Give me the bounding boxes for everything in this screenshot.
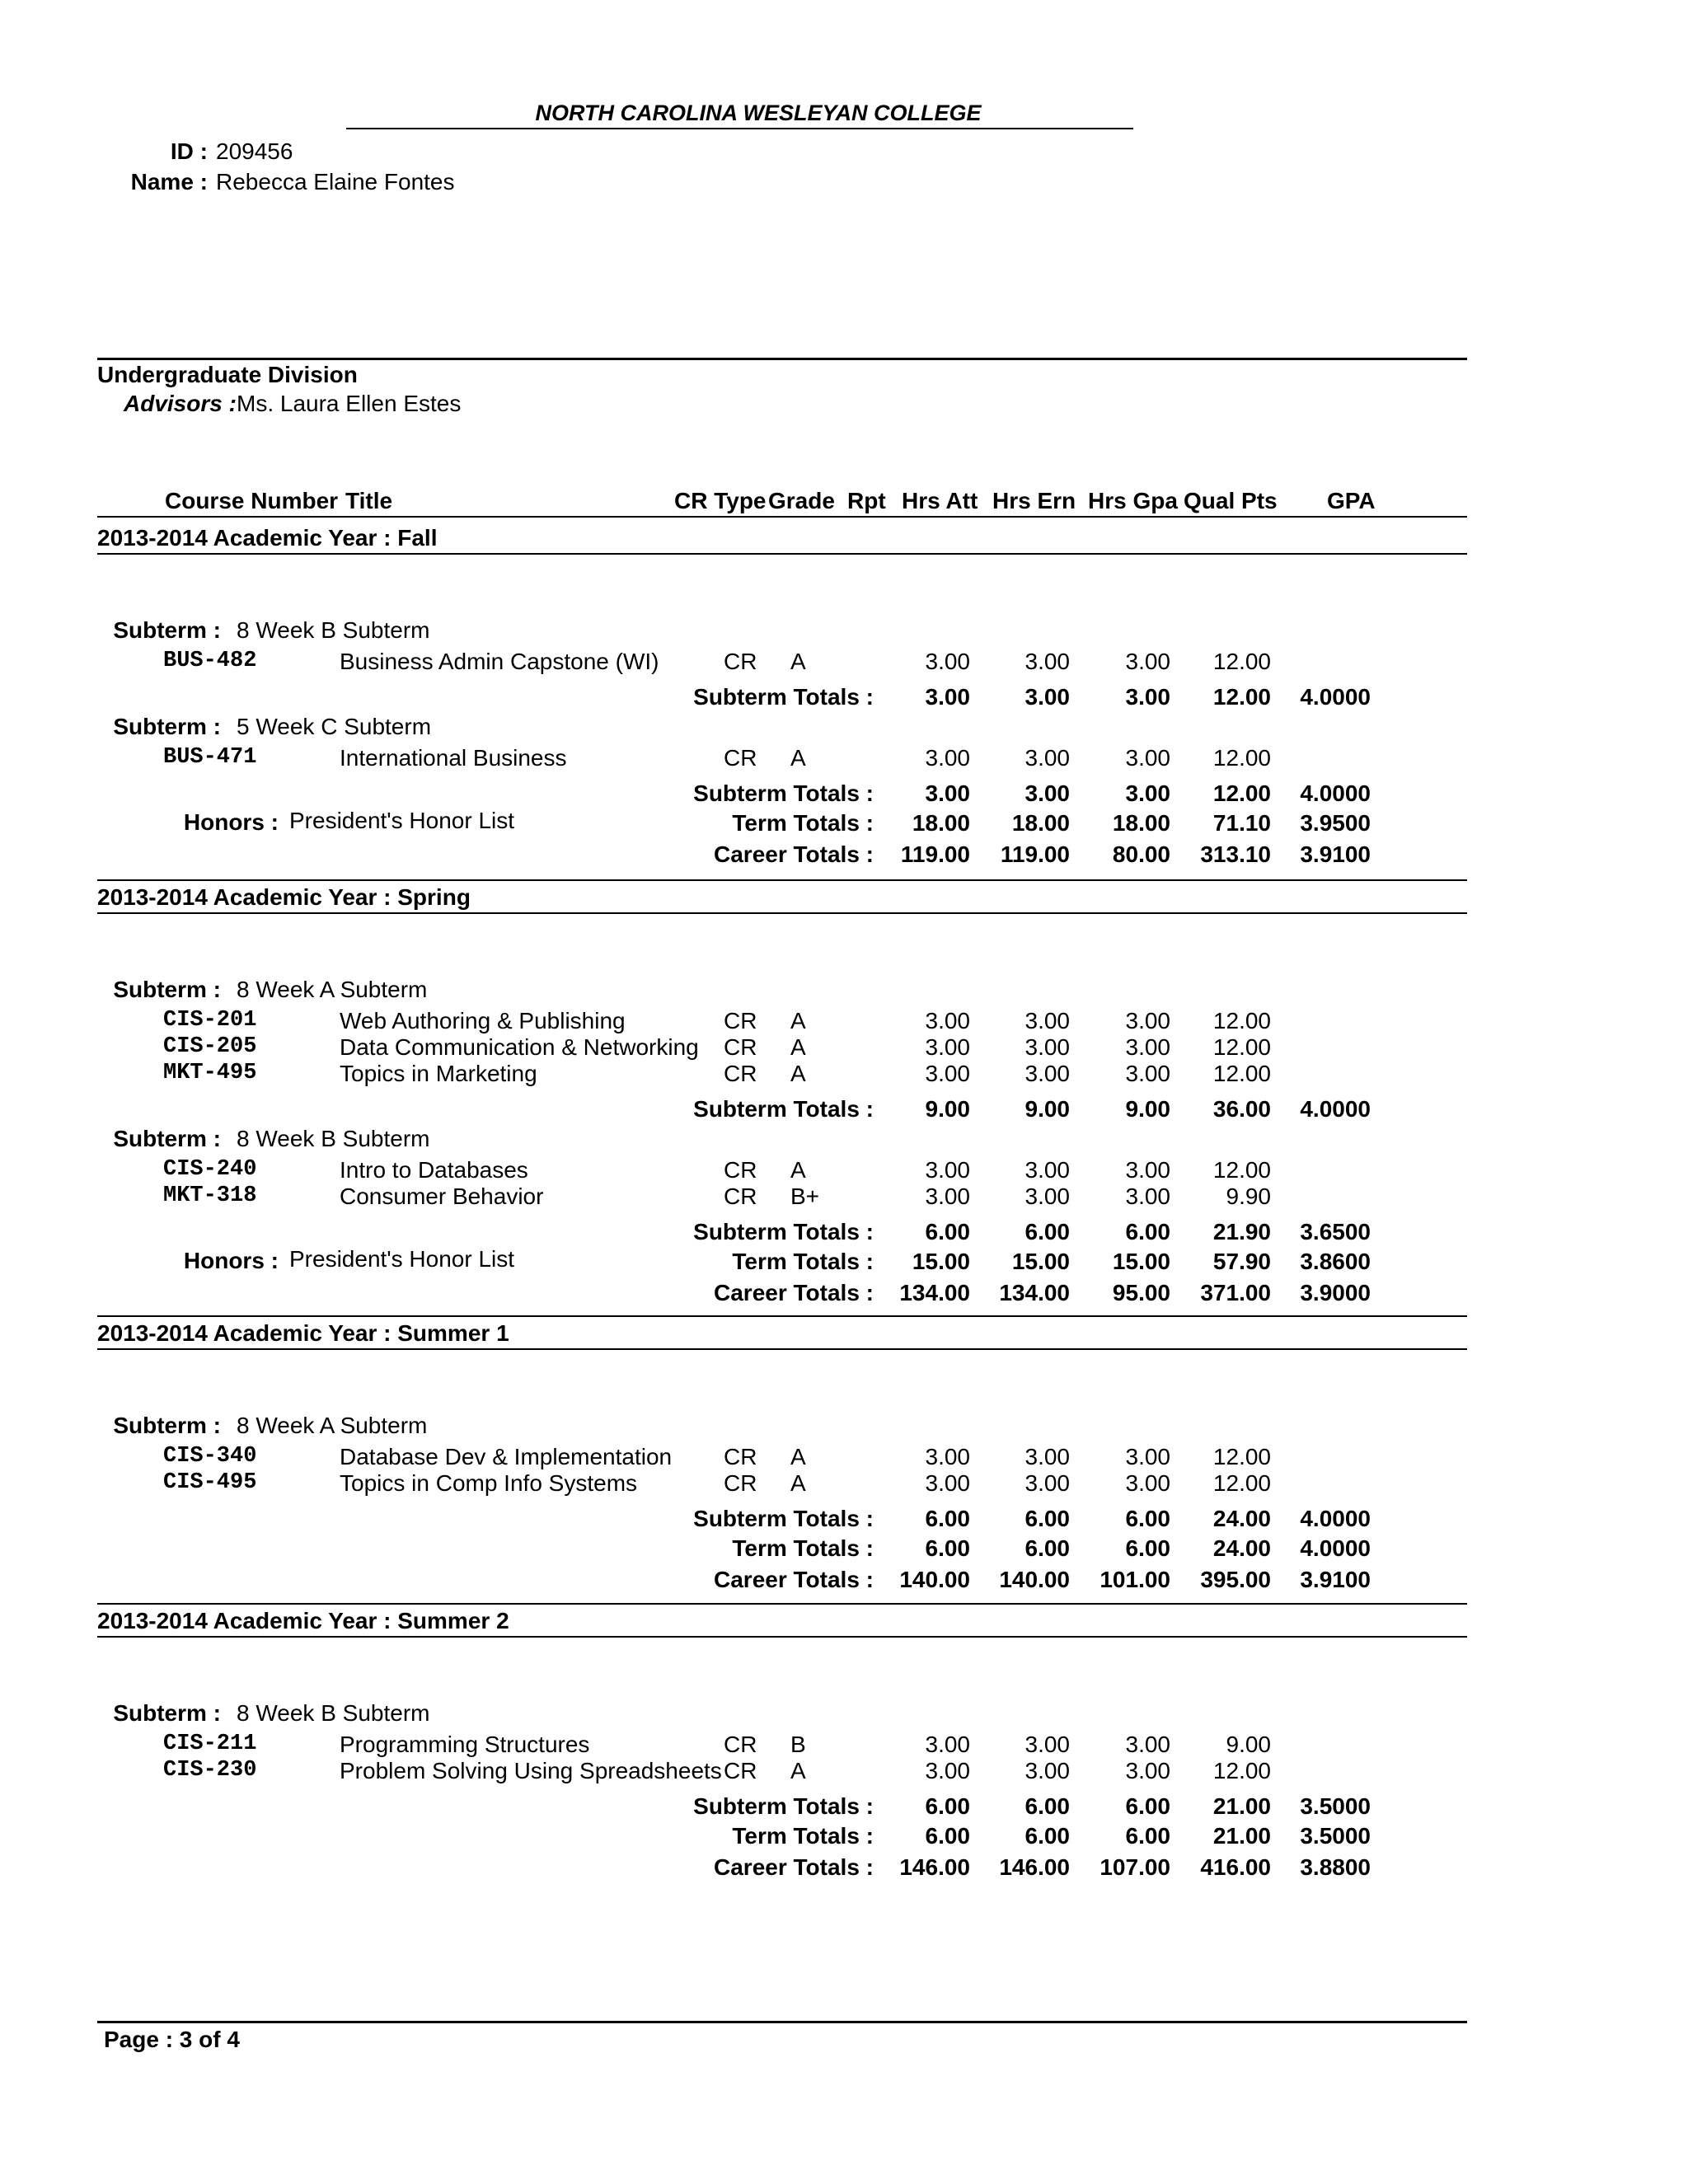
- course-hrs-ern: 3.00: [1025, 1008, 1070, 1033]
- term-totals-hrs-ern: 6.00: [1025, 1823, 1070, 1849]
- course-qual-pts: 9.00: [1226, 1732, 1271, 1757]
- career-totals-hrs-gpa: 95.00: [1112, 1280, 1170, 1305]
- name-value: Rebecca Elaine Fontes: [216, 169, 455, 194]
- course-hrs-gpa: 3.00: [1125, 1444, 1170, 1469]
- id-label: ID :: [170, 138, 208, 164]
- honors-label: Honors :: [183, 809, 279, 835]
- course-number: CIS-230: [163, 1758, 257, 1783]
- subterm-name: 8 Week A Subterm: [237, 977, 428, 1002]
- course-hrs-att: 3.00: [925, 1157, 970, 1183]
- career-totals-qual-pts: 313.10: [1200, 841, 1271, 867]
- course-hrs-ern: 3.00: [1025, 1444, 1070, 1469]
- advisors-label: Advisors :: [124, 391, 237, 416]
- term-totals-gpa: 3.8600: [1300, 1249, 1371, 1274]
- term-title-rule: [97, 553, 1467, 555]
- term-totals-hrs-ern: 18.00: [1011, 810, 1070, 836]
- subterm-totals-label: Subterm Totals :: [693, 780, 874, 806]
- course-cr-type: CR: [724, 1444, 757, 1469]
- term-totals-qual-pts: 71.10: [1212, 810, 1271, 836]
- subterm-totals-label: Subterm Totals :: [693, 1793, 874, 1819]
- subterm-totals-label: Subterm Totals :: [693, 1506, 874, 1531]
- course-qual-pts: 12.00: [1212, 1061, 1271, 1086]
- career-totals-label: Career Totals :: [714, 841, 874, 867]
- course-number: CIS-340: [163, 1444, 257, 1469]
- course-grade: A: [790, 1444, 806, 1469]
- course-qual-pts: 12.00: [1212, 1157, 1271, 1183]
- subterm-totals-hrs-att: 3.00: [925, 684, 970, 710]
- subterm-totals-gpa: 3.6500: [1300, 1219, 1371, 1244]
- subterm-totals-hrs-att: 6.00: [925, 1506, 970, 1531]
- course-qual-pts: 12.00: [1212, 1008, 1271, 1033]
- term-totals-hrs-att: 6.00: [925, 1823, 970, 1849]
- subterm-totals-qual-pts: 21.00: [1212, 1793, 1271, 1819]
- subterm-totals-hrs-att: 6.00: [925, 1793, 970, 1819]
- course-hrs-gpa: 3.00: [1125, 1008, 1170, 1033]
- course-cr-type: CR: [724, 745, 757, 771]
- course-hrs-att: 3.00: [925, 1444, 970, 1469]
- term-totals-qual-pts: 57.90: [1212, 1249, 1271, 1274]
- col-course-number: Course Number: [165, 488, 339, 513]
- subterm-totals-qual-pts: 36.00: [1212, 1096, 1271, 1122]
- term-totals-hrs-gpa: 6.00: [1125, 1823, 1170, 1849]
- career-totals-qual-pts: 395.00: [1200, 1567, 1271, 1592]
- col-hrs-ern: Hrs Ern: [992, 488, 1076, 513]
- career-totals-hrs-gpa: 107.00: [1100, 1854, 1170, 1880]
- course-hrs-att: 3.00: [925, 1034, 970, 1060]
- subterm-totals-hrs-gpa: 3.00: [1125, 780, 1170, 806]
- course-hrs-gpa: 3.00: [1125, 1183, 1170, 1209]
- term-totals-gpa: 3.9500: [1300, 810, 1371, 836]
- career-totals-hrs-att: 119.00: [900, 841, 970, 867]
- subterm-totals-gpa: 4.0000: [1300, 1096, 1371, 1122]
- subterm-label: Subterm :: [113, 1700, 221, 1726]
- subterm-name: 5 Week C Subterm: [237, 714, 432, 739]
- college-name: NORTH CAROLINA WESLEYAN COLLEGE: [535, 101, 982, 125]
- course-hrs-att: 3.00: [925, 1061, 970, 1086]
- course-qual-pts: 12.00: [1212, 1034, 1271, 1060]
- term-totals-label: Term Totals :: [732, 1535, 874, 1561]
- subterm-label: Subterm :: [113, 1126, 221, 1151]
- term-totals-label: Term Totals :: [732, 1823, 874, 1849]
- term-top-rule: [97, 1603, 1467, 1605]
- subterm-totals-gpa: 3.5000: [1300, 1793, 1371, 1819]
- col-grade: Grade: [768, 488, 835, 513]
- course-hrs-ern: 3.00: [1025, 1183, 1070, 1209]
- subterm-totals-label: Subterm Totals :: [693, 684, 874, 710]
- course-hrs-att: 3.00: [925, 1758, 970, 1783]
- division-rule: [97, 358, 1467, 360]
- course-title: Consumer Behavior: [340, 1183, 544, 1209]
- course-hrs-att: 3.00: [925, 1470, 970, 1496]
- subterm-name: 8 Week B Subterm: [237, 1700, 430, 1726]
- course-grade: A: [790, 1008, 806, 1033]
- course-title: Web Authoring & Publishing: [340, 1008, 626, 1033]
- course-title: Data Communication & Networking: [340, 1034, 699, 1060]
- subterm-totals-hrs-att: 3.00: [925, 780, 970, 806]
- honors-label: Honors :: [183, 1248, 279, 1273]
- course-grade: B+: [790, 1183, 820, 1209]
- term-title-rule: [97, 912, 1467, 914]
- col-hrs-att: Hrs Att: [902, 488, 978, 513]
- course-cr-type: CR: [724, 1061, 757, 1086]
- career-totals-hrs-ern: 134.00: [999, 1280, 1070, 1305]
- course-title: International Business: [340, 745, 567, 771]
- course-qual-pts: 12.00: [1212, 745, 1271, 771]
- col-title: Title: [345, 488, 393, 513]
- career-totals-qual-pts: 371.00: [1200, 1280, 1271, 1305]
- course-hrs-ern: 3.00: [1025, 745, 1070, 771]
- course-qual-pts: 12.00: [1212, 649, 1271, 674]
- page-number: Page : 3 of 4: [104, 2027, 240, 2052]
- course-grade: A: [790, 1470, 806, 1496]
- course-cr-type: CR: [724, 1034, 757, 1060]
- career-totals-hrs-gpa: 101.00: [1100, 1567, 1170, 1592]
- subterm-totals-hrs-ern: 6.00: [1025, 1219, 1070, 1244]
- course-title: Problem Solving Using Spreadsheets: [340, 1758, 722, 1783]
- term-totals-hrs-gpa: 6.00: [1125, 1535, 1170, 1561]
- term-totals-hrs-ern: 6.00: [1025, 1535, 1070, 1561]
- course-hrs-ern: 3.00: [1025, 1470, 1070, 1496]
- subterm-name: 8 Week B Subterm: [237, 617, 430, 643]
- course-hrs-gpa: 3.00: [1125, 1470, 1170, 1496]
- course-number: BUS-471: [163, 745, 257, 770]
- course-grade: A: [790, 1034, 806, 1060]
- course-hrs-gpa: 3.00: [1125, 1157, 1170, 1183]
- career-totals-gpa: 3.8800: [1300, 1854, 1371, 1880]
- course-grade: B: [790, 1732, 806, 1757]
- career-totals-gpa: 3.9100: [1300, 841, 1371, 867]
- subterm-totals-qual-pts: 24.00: [1212, 1506, 1271, 1531]
- term-top-rule: [97, 1315, 1467, 1317]
- term-totals-label: Term Totals :: [732, 1249, 874, 1274]
- course-number: CIS-495: [163, 1470, 257, 1495]
- course-hrs-att: 3.00: [925, 1183, 970, 1209]
- term-totals-gpa: 4.0000: [1300, 1535, 1371, 1561]
- term-top-rule: [97, 879, 1467, 881]
- course-hrs-ern: 3.00: [1025, 649, 1070, 674]
- college-underline: [346, 128, 1133, 129]
- honors-value: President's Honor List: [289, 1246, 515, 1272]
- career-totals-gpa: 3.9100: [1300, 1567, 1371, 1592]
- course-title: Topics in Marketing: [340, 1061, 537, 1086]
- course-hrs-ern: 3.00: [1025, 1157, 1070, 1183]
- subterm-totals-hrs-att: 6.00: [925, 1219, 970, 1244]
- career-totals-hrs-att: 140.00: [899, 1567, 970, 1592]
- course-number: CIS-240: [163, 1157, 257, 1182]
- subterm-totals-gpa: 4.0000: [1300, 780, 1371, 806]
- course-hrs-gpa: 3.00: [1125, 1732, 1170, 1757]
- subterm-totals-hrs-gpa: 6.00: [1125, 1506, 1170, 1531]
- term-title: 2013-2014 Academic Year : Fall: [97, 525, 438, 551]
- subterm-totals-label: Subterm Totals :: [693, 1219, 874, 1244]
- subterm-totals-gpa: 4.0000: [1300, 684, 1371, 710]
- career-totals-hrs-ern: 140.00: [999, 1567, 1070, 1592]
- term-title: 2013-2014 Academic Year : Spring: [97, 884, 471, 910]
- course-title: Programming Structures: [340, 1732, 590, 1757]
- career-totals-hrs-gpa: 80.00: [1112, 841, 1170, 867]
- subterm-totals-hrs-gpa: 6.00: [1125, 1793, 1170, 1819]
- subterm-totals-qual-pts: 12.00: [1212, 684, 1271, 710]
- subterm-totals-hrs-ern: 6.00: [1025, 1793, 1070, 1819]
- career-totals-hrs-ern: 119.00: [1000, 841, 1070, 867]
- course-number: CIS-205: [163, 1034, 257, 1059]
- course-cr-type: CR: [724, 1732, 757, 1757]
- course-cr-type: CR: [724, 1758, 757, 1783]
- course-qual-pts: 12.00: [1212, 1758, 1271, 1783]
- career-totals-qual-pts: 416.00: [1200, 1854, 1271, 1880]
- subterm-totals-label: Subterm Totals :: [693, 1096, 874, 1122]
- course-number: CIS-201: [163, 1008, 257, 1033]
- subterm-name: 8 Week B Subterm: [237, 1126, 430, 1151]
- course-hrs-ern: 3.00: [1025, 1034, 1070, 1060]
- course-hrs-ern: 3.00: [1025, 1732, 1070, 1757]
- course-hrs-gpa: 3.00: [1125, 649, 1170, 674]
- col-gpa: GPA: [1327, 488, 1376, 513]
- name-label: Name :: [130, 169, 208, 194]
- course-grade: A: [790, 1061, 806, 1086]
- term-title-rule: [97, 1636, 1467, 1638]
- subterm-totals-gpa: 4.0000: [1300, 1506, 1371, 1531]
- course-hrs-att: 3.00: [925, 745, 970, 771]
- course-cr-type: CR: [724, 1470, 757, 1496]
- col-rpt: Rpt: [847, 488, 886, 513]
- course-qual-pts: 12.00: [1212, 1444, 1271, 1469]
- subterm-totals-hrs-ern: 3.00: [1025, 684, 1070, 710]
- course-cr-type: CR: [724, 649, 757, 674]
- career-totals-label: Career Totals :: [714, 1280, 874, 1305]
- subterm-totals-hrs-ern: 6.00: [1025, 1506, 1070, 1531]
- term-totals-hrs-att: 15.00: [912, 1249, 970, 1274]
- subterm-totals-hrs-gpa: 9.00: [1125, 1096, 1170, 1122]
- term-title-rule: [97, 1348, 1467, 1350]
- course-cr-type: CR: [724, 1183, 757, 1209]
- term-totals-gpa: 3.5000: [1300, 1823, 1371, 1849]
- term-totals-hrs-gpa: 18.00: [1112, 810, 1170, 836]
- career-totals-label: Career Totals :: [714, 1567, 874, 1592]
- col-qual-pts: Qual Pts: [1184, 488, 1278, 513]
- career-totals-hrs-att: 134.00: [899, 1280, 970, 1305]
- term-totals-qual-pts: 24.00: [1212, 1535, 1271, 1561]
- honors-value: President's Honor List: [289, 808, 515, 833]
- course-cr-type: CR: [724, 1157, 757, 1183]
- subterm-label: Subterm :: [113, 977, 221, 1002]
- course-title: Database Dev & Implementation: [340, 1444, 673, 1469]
- course-hrs-gpa: 3.00: [1125, 1034, 1170, 1060]
- term-title: 2013-2014 Academic Year : Summer 2: [97, 1608, 509, 1633]
- course-hrs-gpa: 3.00: [1125, 1758, 1170, 1783]
- course-number: MKT-318: [163, 1183, 257, 1208]
- footer-rule: [97, 2021, 1467, 2023]
- course-hrs-gpa: 3.00: [1125, 1061, 1170, 1086]
- course-title: Topics in Comp Info Systems: [340, 1470, 638, 1496]
- subterm-totals-hrs-att: 9.00: [925, 1096, 970, 1122]
- term-totals-hrs-att: 18.00: [912, 810, 970, 836]
- col-cr-type: CR Type: [674, 488, 767, 513]
- course-hrs-ern: 3.00: [1025, 1758, 1070, 1783]
- subterm-totals-hrs-ern: 9.00: [1025, 1096, 1070, 1122]
- advisors-value: Ms. Laura Ellen Estes: [237, 391, 462, 416]
- subterm-label: Subterm :: [113, 1413, 221, 1438]
- subterm-totals-hrs-gpa: 6.00: [1125, 1219, 1170, 1244]
- column-header-rule: [97, 516, 1467, 518]
- subterm-label: Subterm :: [113, 714, 221, 739]
- term-totals-hrs-gpa: 15.00: [1112, 1249, 1170, 1274]
- subterm-totals-hrs-gpa: 3.00: [1125, 684, 1170, 710]
- subterm-totals-qual-pts: 12.00: [1212, 780, 1271, 806]
- course-title: Business Admin Capstone (WI): [340, 649, 659, 674]
- subterm-totals-qual-pts: 21.90: [1212, 1219, 1271, 1244]
- career-totals-hrs-att: 146.00: [899, 1854, 970, 1880]
- course-grade: A: [790, 1157, 806, 1183]
- course-hrs-att: 3.00: [925, 1008, 970, 1033]
- course-grade: A: [790, 745, 806, 771]
- term-totals-qual-pts: 21.00: [1212, 1823, 1271, 1849]
- career-totals-gpa: 3.9000: [1300, 1280, 1371, 1305]
- course-number: MKT-495: [163, 1061, 257, 1085]
- career-totals-label: Career Totals :: [714, 1854, 874, 1880]
- course-qual-pts: 9.90: [1226, 1183, 1271, 1209]
- subterm-name: 8 Week A Subterm: [237, 1413, 428, 1438]
- course-grade: A: [790, 649, 806, 674]
- course-hrs-gpa: 3.00: [1125, 745, 1170, 771]
- subterm-label: Subterm :: [113, 617, 221, 643]
- term-totals-label: Term Totals :: [732, 810, 874, 836]
- course-cr-type: CR: [724, 1008, 757, 1033]
- course-hrs-ern: 3.00: [1025, 1061, 1070, 1086]
- course-number: BUS-482: [163, 649, 257, 673]
- term-title: 2013-2014 Academic Year : Summer 1: [97, 1320, 509, 1346]
- term-totals-hrs-ern: 15.00: [1011, 1249, 1070, 1274]
- course-number: CIS-211: [163, 1732, 257, 1756]
- course-grade: A: [790, 1758, 806, 1783]
- subterm-totals-hrs-ern: 3.00: [1025, 780, 1070, 806]
- division-title: Undergraduate Division: [97, 362, 358, 387]
- term-totals-hrs-att: 6.00: [925, 1535, 970, 1561]
- course-qual-pts: 12.00: [1212, 1470, 1271, 1496]
- career-totals-hrs-ern: 146.00: [999, 1854, 1070, 1880]
- course-hrs-att: 3.00: [925, 649, 970, 674]
- course-hrs-att: 3.00: [925, 1732, 970, 1757]
- id-value: 209456: [216, 138, 293, 164]
- col-hrs-gpa: Hrs Gpa: [1088, 488, 1178, 513]
- course-title: Intro to Databases: [340, 1157, 528, 1183]
